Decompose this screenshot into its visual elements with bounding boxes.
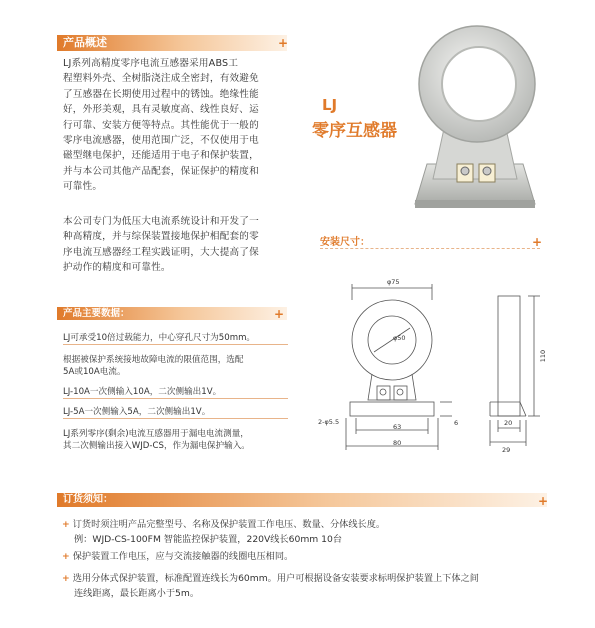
spec-item — [63, 386, 288, 399]
overview-line: 种高精度，并与综保装置接地保护相配套的零 — [63, 231, 259, 243]
specs-plus-icon: + — [274, 307, 285, 321]
dim-base-inner: 63 — [393, 423, 402, 431]
spec-item — [63, 354, 288, 378]
order-item-line: 例：WJD-CS-100FM 智能监控保护装置，220V线长60mm 10台 — [74, 534, 343, 545]
overview-line: 好，外形美观，具有灵敏度高、线性良好、运 — [63, 104, 259, 116]
bullet-icon: + — [62, 573, 70, 584]
order-heading: 订货须知： — [57, 493, 547, 507]
install-divider — [320, 248, 540, 249]
dim-base-thick: 6 — [454, 419, 459, 427]
dim-outer-dia: φ75 — [387, 278, 400, 286]
overview-line: 程塑料外壳、全树脂浇注成全密封，有效避免 — [63, 73, 259, 85]
spec-item — [63, 428, 288, 452]
dim-hole: 2-φ5.5 — [318, 418, 340, 426]
overview-line: 了互感器在长期使用过程中的锈蚀。绝缘性能 — [63, 88, 259, 100]
overview-line: 零序电流感器，使用范围广泛，不仅使用于电 — [63, 135, 259, 146]
overview-line: 可靠性。 — [63, 181, 103, 193]
order-item — [62, 571, 542, 601]
dim-height: 110 — [539, 349, 548, 363]
current-transformer-image — [405, 14, 560, 219]
overview-heading: 产品概述 — [57, 35, 287, 51]
spec-item — [63, 332, 288, 345]
overview-line: 并与本公司其他产品配套，保证保护的精度和 — [63, 165, 259, 177]
bullet-icon: + — [62, 519, 70, 530]
overview-plus-icon: + — [278, 36, 289, 50]
spec-item-line: LJ系列零序(剩余)电流互感器用于漏电电流测量， — [63, 429, 249, 439]
overview-line: 序电流互感器经工程实践证明，大大提高了保 — [63, 246, 259, 258]
product-model: LJ — [322, 96, 338, 114]
spec-item-line: LJ可承受10倍过载能力，中心穿孔尺寸为50mm。 — [63, 333, 256, 343]
specs-heading: 产品主要数据： — [57, 307, 287, 320]
order-item — [62, 517, 542, 547]
bullet-icon: + — [62, 551, 70, 562]
dim-side-total: 29 — [502, 446, 511, 454]
order-item-line: + 保护装置工作电压，应与交流接触器的线圈电压相同。 — [62, 551, 294, 562]
order-plus-icon: + — [538, 494, 549, 508]
overview-line: LJ系列高精度零序电流互感器采用ABS工 — [63, 58, 239, 69]
dim-side-depth: 20 — [504, 419, 513, 427]
install-plus-icon: + — [532, 235, 543, 249]
order-item-line: + 订货时须注明产品完整型号、名称及保护装置工作电压、数量、分体线长度。 — [62, 519, 386, 530]
spec-item-line: LJ-5A一次侧输入5A，二次侧输出1V。 — [63, 407, 211, 417]
overview-line: 护动作的精度和可靠性。 — [63, 262, 171, 274]
dim-inner-dia: φ50 — [393, 334, 406, 342]
spec-item — [63, 406, 288, 419]
order-item-line: 连线距离，最长距离小于5m。 — [74, 588, 200, 599]
overview-line: 磁型继电保护，还能适用于电子和保护装置， — [63, 150, 259, 162]
spec-item-line: 根据被保护系统接地故障电流的限值范围，选配 — [63, 355, 244, 365]
product-photo — [405, 14, 560, 219]
spec-item-line: 5A或10A电流。 — [63, 367, 126, 377]
spec-item-line: 其二次侧输出接入WJD-CS，作为漏电保护输入。 — [63, 441, 250, 451]
dim-base-outer: 80 — [393, 439, 402, 447]
product-name: 零序互感器 — [312, 121, 397, 141]
install-heading: 安装尺寸： — [320, 237, 370, 248]
spec-item-line: LJ-10A一次侧输入10A，二次侧输出1V。 — [63, 387, 222, 397]
order-item — [62, 549, 542, 564]
overview-line: 行可靠、安装方便等特点。其性能优于一般的 — [63, 119, 259, 131]
order-item-line: + 选用分体式保护装置，标准配置连线长为60mm。用户可根据设备安装要求标明保护装置上下体之间 — [62, 573, 479, 584]
overview-line: 本公司专门为低压大电流系统设计和开发了一 — [63, 216, 259, 227]
